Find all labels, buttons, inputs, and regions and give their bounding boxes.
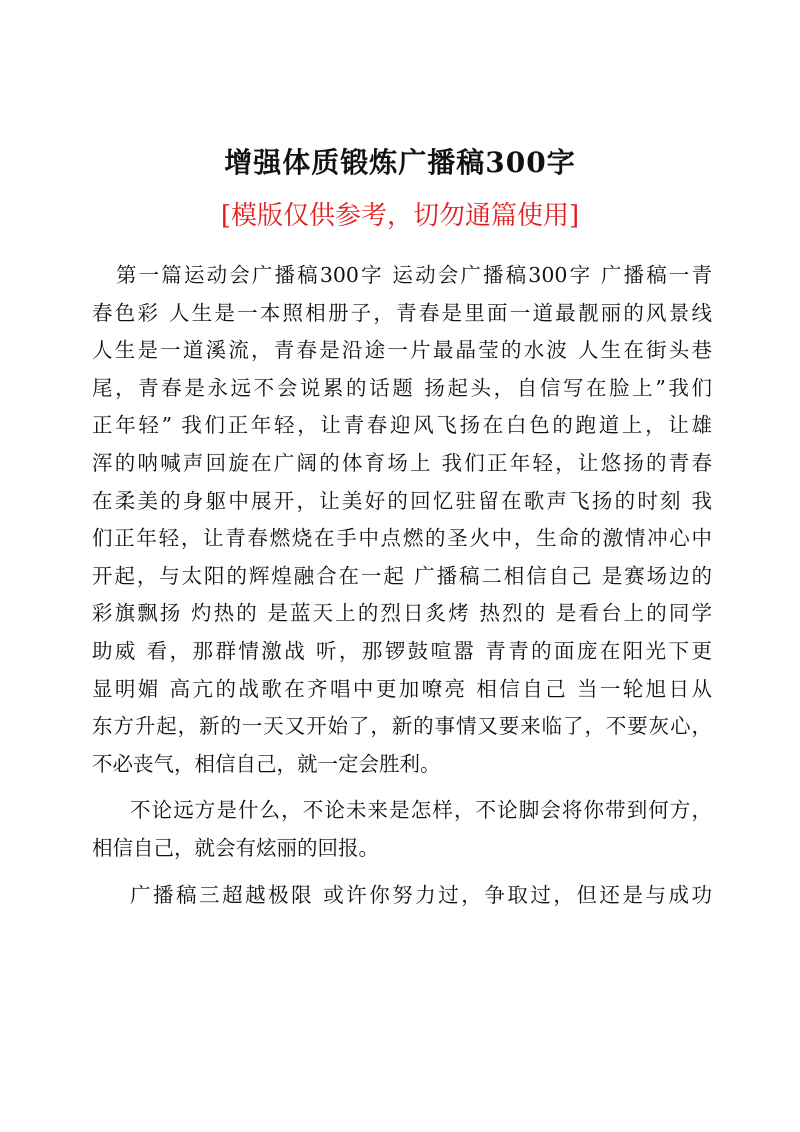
paragraph-1 — [92, 257, 712, 783]
text-line: 不必丧气，相信自己，就一定会胜利。 — [92, 751, 441, 776]
text-line: 相信自己，就会有炫丽的回报。 — [92, 835, 379, 860]
paragraph-3 — [92, 877, 712, 915]
paragraph-2 — [92, 792, 712, 867]
template-disclaimer: [模版仅供参考，切勿通篇使用] — [220, 201, 580, 231]
text-line: 在柔美的身躯中展开，让美好的回忆驻留在歌声飞扬的时刻 我 — [92, 488, 712, 513]
text-line: 浑的呐喊声回旋在广阔的体育场上 我们正年轻，让悠扬的青春 — [92, 450, 712, 475]
text-line: 春色彩 人生是一本照相册子，青春是里面一道最靓丽的风景线 — [92, 300, 712, 325]
text-line: 不论远方是什么，不论未来是怎样，不论脚会将你带到何方， — [130, 798, 712, 823]
text-line: 开起，与太阳的辉煌融合在一起 广播稿二相信自己 是赛场边的 — [92, 563, 712, 588]
text-line: 广播稿三超越极限 或许你努力过，争取过，但还是与成功 — [130, 882, 712, 907]
article-body — [92, 257, 712, 914]
text-line: 正年轻” 我们正年轻，让青春迎风飞扬在白色的跑道上，让雄 — [92, 413, 712, 438]
text-line: 尾，青春是永远不会说累的话题 扬起头，自信写在脸上”我们 — [92, 375, 712, 400]
page-title: 增强体质锻炼广播稿300字 — [224, 146, 576, 179]
text-line: 东方升起，新的一天又开始了，新的事情又要来临了，不要灰心， — [92, 714, 712, 739]
text-line: 们正年轻，让青春燃烧在手中点燃的圣火中，生命的激情冲心中 — [92, 526, 712, 551]
text-line: 彩旗飘扬 灼热的 是蓝天上的烈日炙烤 热烈的 是看台上的同学 — [92, 601, 712, 626]
text-line: 助威 看，那群情激战 听，那锣鼓喧嚣 青青的面庞在阳光下更 — [92, 638, 712, 663]
text-line: 第一篇运动会广播稿300字 运动会广播稿300字 广播稿一青 — [116, 263, 712, 287]
text-line: 显明媚 高亢的战歌在齐唱中更加嘹亮 相信自己 当一轮旭日从 — [92, 676, 712, 701]
text-line: 人生是一道溪流，青春是沿途一片最晶莹的水波 人生在街头巷 — [92, 338, 712, 363]
